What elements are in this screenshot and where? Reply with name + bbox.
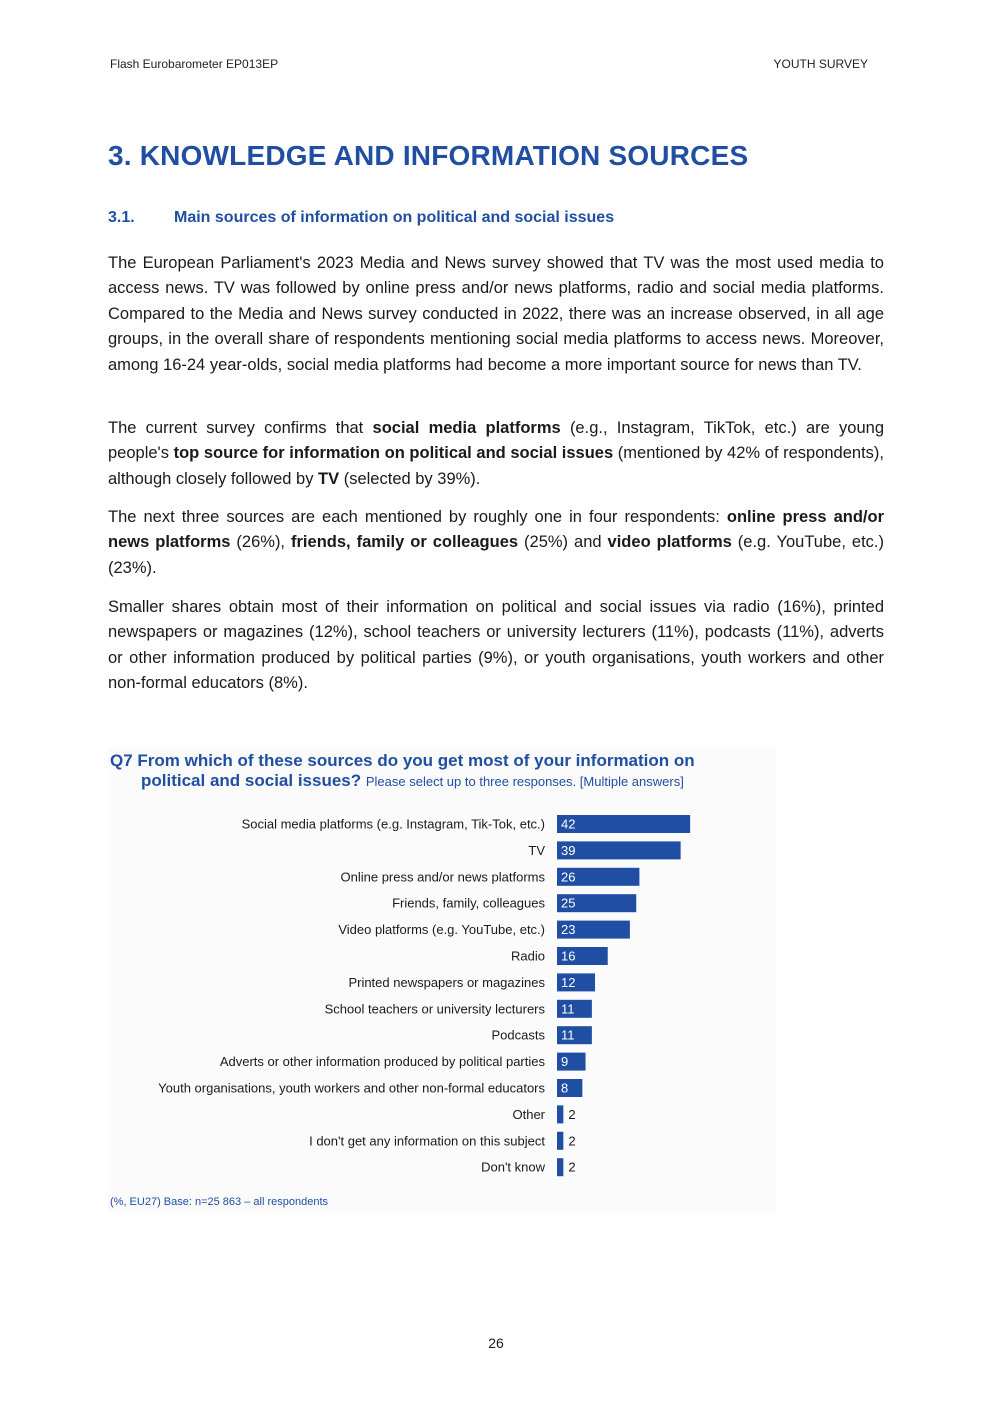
emphasis-text: top source for information on political and social issues (173, 444, 614, 463)
body-text: The current survey confirms that (108, 419, 373, 437)
category-label: Video platforms (e.g. YouTube, etc.) (338, 922, 545, 938)
category-label: Social media platforms (e.g. Instagram, Tik-Tok, etc.) (241, 816, 545, 832)
paragraph-1: The European Parliament's 2023 Media and News survey showed that TV was the most used media to access news. TV was followed by online press and/or news platforms, radio and social media platforms. Compared to the Media and News survey conducted in 2022, there was an increase observed, in all age groups, in the overall share of respondents mentioning social media platforms to access news. Moreover, among 16-24 year-olds, social media platforms had become a more important source for news than TV. (108, 254, 884, 374)
section-title: 3. KNOWLEDGE AND INFORMATION SOURCES (108, 140, 749, 171)
emphasis-text: video platforms (607, 533, 732, 552)
paragraph-4: Smaller shares obtain most of their information on political and social issues via radio (16%), printed newspapers or magazines (12%), school teachers or university lecturers (11%), podcasts (11%), adverts or other information produced by political parties (9%), or youth organisations, youth workers and other non-formal educators (8%). (108, 598, 884, 693)
subsection-heading (108, 209, 614, 227)
bar-value-label: 12 (561, 974, 576, 990)
header-publication: Flash Eurobarometer EP013EP (110, 57, 279, 71)
chart-q7 (108, 747, 776, 1213)
bar-value-label: 2 (568, 1159, 576, 1175)
bar-value-label: 2 (568, 1106, 576, 1122)
emphasis-text: social media platforms (372, 419, 561, 437)
category-label: Printed newspapers or magazines (348, 974, 545, 990)
bar (557, 841, 681, 859)
subsection-title: Main sources of information on political and social issues (174, 209, 615, 226)
paragraph-3 (108, 505, 884, 581)
bar-value-label: 9 (561, 1054, 569, 1070)
bar (557, 1105, 563, 1123)
body-text: (selected by 39%). (339, 469, 481, 488)
bar-value-label: 26 (561, 869, 576, 885)
category-label: Radio (511, 948, 545, 964)
bar-value-label: 23 (561, 922, 576, 938)
category-label: Don't know (481, 1159, 545, 1175)
body-text: (e.g., Instagram, TikTok, etc.) are young people's (108, 419, 885, 463)
category-label: Online press and/or news platforms (340, 869, 545, 885)
bar-value-label: 25 (561, 895, 576, 911)
category-label: TV (528, 842, 545, 858)
emphasis-text: friends, family or colleagues (291, 533, 519, 552)
body-text: (25%) and (518, 533, 608, 552)
bar-value-label: 11 (561, 1001, 575, 1017)
bar-value-label: 42 (561, 816, 576, 832)
chart-subtitle: Please select up to three responses. [Multiple answers] (365, 774, 684, 789)
bar (557, 1132, 563, 1150)
bar-value-label: 8 (561, 1080, 569, 1096)
page-number: 26 (488, 1335, 504, 1351)
body-text: The next three sources are each mentioned by roughly one in four respondents: (108, 508, 727, 526)
chart-title-line1: Q7 From which of these sources do you get most of your information on (110, 751, 695, 770)
paragraph-2 (108, 416, 884, 492)
body-text: (e.g. YouTube, etc.) (23%). (108, 533, 885, 577)
category-label: Podcasts (491, 1027, 545, 1043)
body-text: (26%), (230, 533, 292, 552)
chart-base-note: (%, EU27) Base: n=25 863 – all respondents (110, 1196, 328, 1208)
category-label: Youth organisations, youth workers and other non-formal educators (158, 1080, 545, 1096)
bar-value-label: 39 (561, 842, 576, 858)
bar-value-label: 11 (561, 1027, 575, 1043)
category-label: Other (512, 1106, 545, 1122)
subsection-number: 3.1. (108, 209, 135, 226)
body-text: (mentioned by 42% of respondents), although closely followed by (108, 444, 884, 488)
category-label: Friends, family, colleagues (392, 895, 545, 911)
bar (557, 1158, 563, 1176)
bar-value-label: 16 (561, 948, 576, 964)
bar-value-label: 2 (568, 1133, 576, 1149)
category-label: Adverts or other information produced by political parties (219, 1054, 545, 1070)
category-label: I don't get any information on this subject (309, 1133, 545, 1149)
header-survey: YOUTH SURVEY (773, 57, 868, 71)
chart-title-line2: political and social issues? (141, 771, 362, 790)
emphasis-text: TV (318, 469, 340, 488)
emphasis-text: online press and/or news platforms (108, 508, 884, 552)
bar-chart (108, 747, 776, 1213)
bar (557, 815, 690, 833)
category-label: School teachers or university lecturers (324, 1001, 545, 1017)
